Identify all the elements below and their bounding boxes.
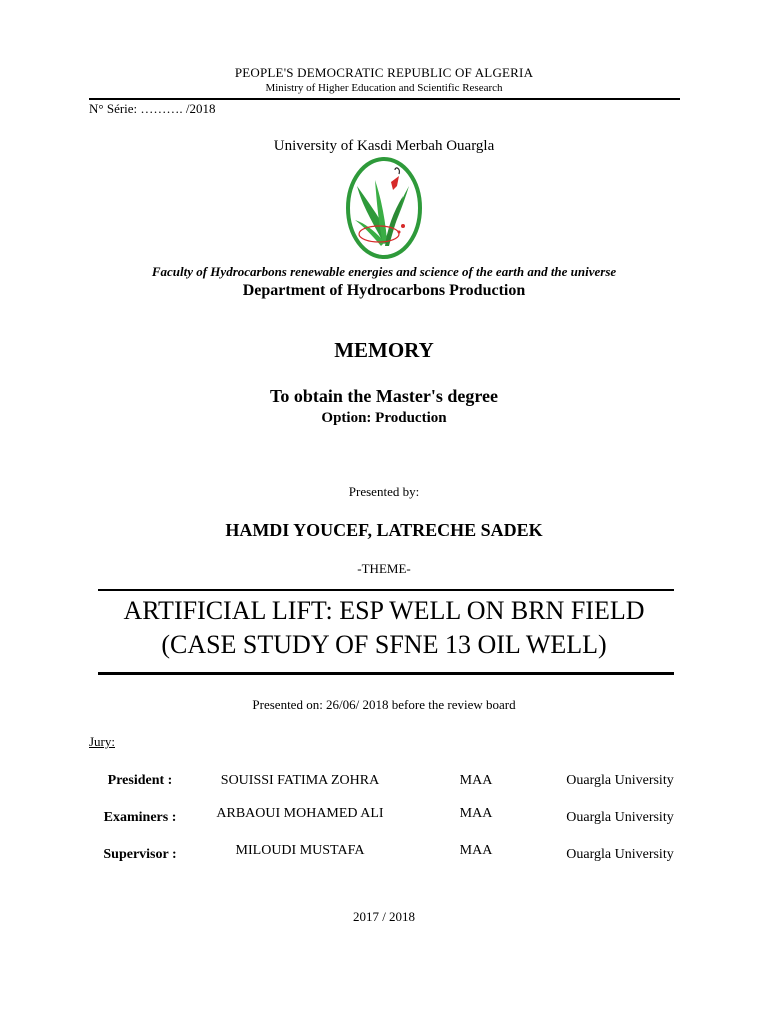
jury-name: ARBAOUI MOHAMED ALI bbox=[216, 806, 384, 821]
header-rule bbox=[89, 98, 680, 100]
jury-role: President : bbox=[107, 773, 173, 788]
presented-by-label: Presented by: bbox=[348, 484, 420, 499]
document-type: MEMORY bbox=[334, 338, 434, 362]
jury-grade: MAA bbox=[459, 806, 493, 821]
republic-title: PEOPLE'S DEMOCRATIC REPUBLIC OF ALGERIA bbox=[234, 65, 534, 80]
theme-title-line-2: (CASE STUDY OF SFNE 13 OIL WELL) bbox=[161, 630, 607, 659]
jury-university: Ouargla University bbox=[566, 810, 674, 825]
jury-name: MILOUDI MUSTAFA bbox=[235, 843, 365, 858]
jury-label: Jury: bbox=[89, 734, 115, 749]
university-name: University of Kasdi Merbah Ouargla bbox=[273, 138, 495, 154]
ministry-subtitle: Ministry of Higher Education and Scientific Research bbox=[265, 82, 503, 94]
faculty-name: Faculty of Hydrocarbons renewable energies and science of the earth and the universe bbox=[151, 264, 617, 279]
jury-university: Ouargla University bbox=[566, 847, 674, 862]
jury-row-supervisor bbox=[0, 845, 768, 867]
degree-purpose: To obtain the Master's degree bbox=[270, 386, 498, 406]
theme-bottom-rule bbox=[98, 672, 674, 675]
presentation-date: Presented on: 26/06/ 2018 before the review board bbox=[252, 697, 516, 712]
jury-university: Ouargla University bbox=[566, 773, 674, 788]
academic-year: 2017 / 2018 bbox=[352, 909, 416, 924]
jury-role: Supervisor : bbox=[103, 847, 177, 862]
jury-role: Examiners : bbox=[103, 810, 177, 825]
serial-number: N° Série: ………. /2018 bbox=[89, 101, 216, 116]
jury-name: SOUISSI FATIMA ZOHRA bbox=[220, 773, 380, 788]
degree-option: Option: Production bbox=[321, 410, 447, 426]
jury-grade: MAA bbox=[459, 843, 493, 858]
theme-title-line-1: ARTIFICIAL LIFT: ESP WELL ON BRN FIELD bbox=[123, 596, 645, 625]
theme-tag: -THEME- bbox=[357, 561, 411, 576]
university-emblem-icon bbox=[345, 156, 423, 260]
jury-row-examiners bbox=[0, 808, 768, 830]
authors: HAMDI YOUCEF, LATRECHE SADEK bbox=[225, 520, 543, 540]
department-name: Department of Hydrocarbons Production bbox=[242, 282, 526, 299]
jury-grade: MAA bbox=[459, 773, 493, 788]
theme-top-rule bbox=[98, 589, 674, 591]
jury-row-president bbox=[0, 773, 768, 795]
